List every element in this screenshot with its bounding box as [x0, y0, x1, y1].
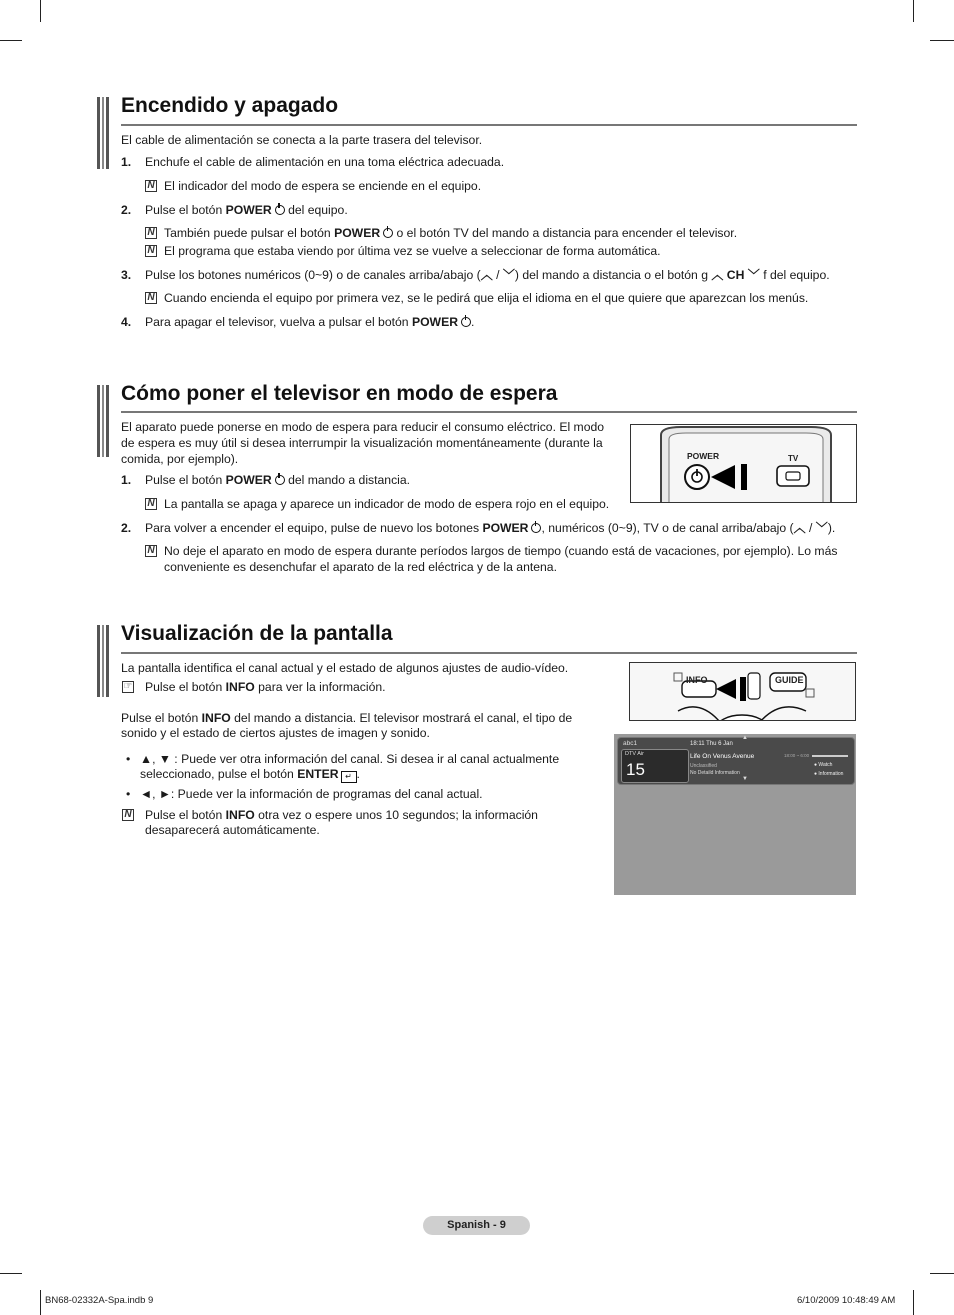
note-text: El indicador del modo de espera se enciende en el equipo.	[164, 179, 482, 193]
information-hint[interactable]: ● Information	[814, 771, 844, 777]
section-rule	[121, 124, 857, 126]
arrow-down-icon: ▼	[742, 776, 748, 782]
info-label: INFO	[686, 675, 708, 685]
step-text: Para volver a encender el equipo, pulse de nuevo los botones POWER , numéricos (0~9), TV o de canal arriba/abajo (︿ / ﹀).	[145, 521, 836, 535]
step-text: Pulse el botón POWER del mando a distancia.	[145, 473, 411, 487]
step-number: 1.	[121, 155, 132, 169]
enter-icon: ↵	[341, 771, 357, 783]
note-icon: N	[145, 498, 157, 510]
note-text: La pantalla se apaga y aparece un indicador de modo de espera rojo en el equipo.	[164, 497, 610, 511]
note-icon: N	[145, 180, 157, 192]
station-name: abc1	[623, 740, 638, 747]
bullet: •	[126, 752, 131, 766]
chevron-down-icon: ﹀	[502, 268, 515, 282]
bullet-text: ▲, ▼ : Puede ver otra información del canal. Si desea ir al canal actualmente	[140, 752, 560, 766]
power-icon	[461, 317, 471, 327]
step-text: Enchufe el cable de alimentación en una toma eléctrica adecuada.	[145, 155, 505, 169]
time-display: 18:11 Thu 6 Jan	[690, 741, 733, 747]
step-number: 1.	[121, 473, 132, 487]
tv-label: TV	[788, 454, 799, 463]
note-text: Pulse el botón INFO otra vez o espere unos 10 segundos; la información	[145, 808, 538, 822]
page-number: Spanish - 9	[423, 1216, 530, 1235]
genre: Unclassified	[690, 763, 717, 769]
note-icon: N	[145, 227, 157, 239]
program-title: Life On Venus Avenue	[690, 753, 755, 760]
tip-icon: ☞	[123, 681, 133, 692]
intro-text: comida, por ejemplo).	[121, 452, 239, 466]
channel-number: 15	[626, 760, 645, 779]
chevron-down-icon: ﹀	[747, 268, 760, 282]
crop-mark	[0, 1273, 22, 1274]
step-text: Para apagar el televisor, vuelva a pulsar el botón POWER .	[145, 315, 475, 329]
step-number: 4.	[121, 315, 132, 329]
intro-text: de espera es muy útil si desea interrumpir la visualización momentáneamente (durante la	[121, 436, 603, 450]
note-icon: N	[122, 809, 134, 821]
intro-text: El aparato puede ponerse en modo de espera para reducir el consumo eléctrico. El modo	[121, 420, 605, 434]
note-icon: N	[145, 292, 157, 304]
chevron-up-icon: ︿	[480, 268, 493, 282]
power-icon	[383, 228, 393, 238]
watch-hint[interactable]: ● Watch	[814, 762, 833, 768]
crop-mark	[40, 1290, 41, 1315]
note-icon: N	[145, 545, 157, 557]
crop-mark	[913, 1290, 914, 1315]
paragraph-text: Pulse el botón INFO del mando a distancia. El televisor mostrará el canal, el tipo de	[121, 711, 573, 725]
section-marker	[97, 625, 109, 697]
print-date: 6/10/2009 10:48:49 AM	[797, 1295, 896, 1306]
section-title: Visualización de la pantalla	[121, 622, 393, 645]
tip-text: Pulse el botón INFO para ver la información.	[145, 680, 386, 694]
remote-info-illustration	[629, 662, 856, 721]
crop-mark	[913, 0, 914, 22]
crop-mark	[40, 0, 41, 22]
power-icon	[275, 475, 285, 485]
step-number: 2.	[121, 521, 132, 535]
note-text: No deje el aparato en modo de espera durante períodos largos de tiempo (cuando está de vacaciones, por ejemplo). Lo más	[164, 544, 838, 558]
crop-mark	[930, 1273, 954, 1274]
intro-text: La pantalla identifica el canal actual y el estado de algunos ajustes de audio-vídeo.	[121, 661, 569, 675]
info-banner	[617, 737, 855, 785]
section-marker	[97, 385, 109, 457]
section-marker	[97, 97, 109, 169]
step-number: 2.	[121, 203, 132, 217]
crop-mark	[930, 40, 954, 41]
guide-label: GUIDE	[775, 675, 804, 685]
section-rule	[121, 411, 857, 413]
remote-power-illustration	[630, 424, 857, 503]
note-icon: N	[145, 245, 157, 257]
bullet: •	[126, 787, 131, 801]
step-number: 3.	[121, 268, 132, 282]
note-text: conveniente es desenchufar el aparato de la red eléctrica y de la antena.	[164, 560, 557, 574]
signal-type: DTV Air	[625, 751, 644, 757]
power-label: POWER	[687, 451, 720, 461]
time-range: 18:00 ~ 6:00	[784, 753, 810, 758]
chevron-down-icon: ﹀	[815, 521, 828, 535]
tv-screen	[614, 734, 856, 895]
crop-mark	[0, 40, 22, 41]
paragraph-text: sonido y el estado de ciertos ajustes de imagen y sonido.	[121, 726, 430, 740]
chevron-up-icon: ︿	[793, 521, 806, 535]
channel-box	[621, 749, 689, 783]
note-text: desaparecerá automáticamente.	[145, 823, 320, 837]
note-text: Cuando encienda el equipo por primera vez, se le pedirá que elija el idioma en el que quiere que aparezcan los menús.	[164, 291, 809, 305]
step-text: Pulse los botones numéricos (0~9) o de canales arriba/abajo (︿ / ﹀) del mando a distancia o el botón g ︿ CH ﹀ f del equipo.	[145, 268, 830, 282]
power-icon	[531, 523, 541, 533]
file-name: BN68-02332A-Spa.indb 9	[45, 1295, 154, 1306]
progress-bar	[812, 755, 848, 757]
power-icon	[275, 205, 285, 215]
note-text: También puede pulsar el botón POWER o el botón TV del mando a distancia para encender el televisor.	[164, 226, 738, 240]
intro-text: El cable de alimentación se conecta a la parte trasera del televisor.	[121, 133, 483, 147]
section-rule	[121, 652, 857, 654]
section-title: Cómo poner el televisor en modo de espera	[121, 382, 558, 405]
step-text: Pulse el botón POWER del equipo.	[145, 203, 348, 217]
bullet-text: ◄, ►: Puede ver la información de programas del canal actual.	[140, 787, 483, 801]
detail: No Detaild Information	[690, 770, 740, 776]
chevron-up-icon: ︿	[711, 268, 724, 282]
note-text: El programa que estaba viendo por última vez se vuelve a seleccionar de forma automática.	[164, 244, 661, 258]
section-title: Encendido y apagado	[121, 94, 339, 117]
arrow-up-icon: ▲	[742, 735, 748, 741]
bullet-text: seleccionado, pulse el botón ENTER ↵ .	[140, 767, 360, 781]
